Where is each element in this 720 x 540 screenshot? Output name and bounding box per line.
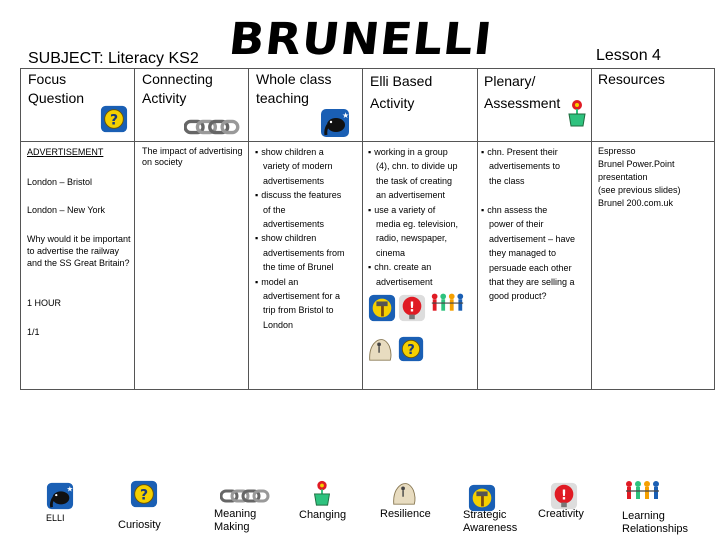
elli-line-2: the task of creating	[376, 175, 453, 186]
plenary-line-3: ▪ chn assess the	[481, 203, 593, 217]
header-whole-class-teaching: Whole class teaching	[256, 71, 332, 106]
resource-item: presentation	[598, 172, 648, 182]
lesson-number: Lesson 4	[596, 47, 661, 64]
plenary-line-4: power of their	[489, 219, 544, 230]
legend-learning-relationships: Learning Relationships	[622, 510, 689, 535]
elli-line-3: an advertisement	[376, 190, 446, 201]
plenary-line-8: that they are selling a	[489, 277, 575, 288]
chain-links-icon	[184, 118, 240, 136]
whole-class-line-0: ▪ show children a	[255, 145, 365, 159]
chain-links-icon	[220, 488, 270, 504]
focus-heading: ADVERTISEMENT	[27, 147, 104, 157]
focus-route-1: London – Bristol	[27, 177, 93, 187]
plenary-line-6: they managed to	[489, 248, 557, 259]
whole-class-line-9: ▪ model an	[255, 275, 365, 289]
elli-line-1: (4), chn. to divide up	[376, 161, 458, 172]
legend-curiosity: Curiosity	[118, 519, 161, 531]
flower-pot-icon	[562, 96, 592, 130]
elli-line-4: ▪ use a variety of	[368, 203, 478, 217]
climbing-rock-icon	[390, 478, 418, 508]
whole-class-line-11: trip from Bristol to	[263, 305, 334, 316]
plenary-line-2: the class	[489, 175, 525, 186]
elli-line-9: advertisement	[376, 276, 433, 287]
whole-class-line-3: ▪ discuss the features	[255, 188, 365, 202]
whole-class-line-7: advertisements from	[263, 247, 345, 258]
hammer-icon	[368, 294, 396, 322]
climbing-rock-icon	[366, 334, 394, 364]
resource-item: Espresso	[598, 146, 636, 156]
whole-class-line-8: the time of Brunel	[263, 262, 334, 273]
legend-creativity: Creativity	[538, 508, 584, 520]
focus-fraction: 1/1	[27, 327, 40, 337]
whole-class-line-2: advertisements	[263, 175, 325, 186]
connecting-text: The impact of advertising on society	[142, 146, 243, 167]
hammer-icon	[468, 484, 496, 512]
legend-changing: Changing	[299, 509, 347, 521]
whole-class-line-1: variety of modern	[263, 161, 333, 172]
header-plenary-assessment: Plenary/ Assessment	[484, 73, 561, 111]
elli-line-7: cinema	[376, 247, 406, 258]
header-connecting-activity: Connecting Activity	[142, 71, 213, 106]
lightbulb-icon	[550, 482, 578, 510]
plenary-line-7: persuade each other	[489, 262, 572, 273]
elli-line-8: ▪ chn. create an	[368, 260, 478, 274]
resources-list	[598, 145, 708, 210]
question-mark-icon	[130, 480, 158, 508]
legend-resilience: Resilience	[380, 508, 431, 520]
elli-line-0: ▪ working in a group	[368, 145, 478, 159]
plenary-list-1	[481, 145, 591, 188]
focus-route-2: London – New York	[27, 205, 106, 215]
people-holding-hands-icon	[622, 478, 662, 508]
people-holding-hands-icon	[428, 290, 466, 320]
legend-strategic-awareness: Strategic Awareness	[463, 509, 518, 534]
plenary-list-2	[481, 203, 593, 304]
plenary-line-5: advertisement – have	[489, 233, 576, 244]
elephant-icon	[320, 108, 350, 138]
lightbulb-icon	[398, 294, 426, 322]
resource-item: Brunel 200.com.uk	[598, 198, 674, 208]
resource-item: (see previous slides)	[598, 185, 681, 195]
resource-item: Brunel Power.Point	[598, 159, 675, 169]
whole-class-line-6: ▪ show children	[255, 231, 365, 245]
whole-class-list	[255, 145, 365, 332]
plenary-line-0: ▪ chn. Present their	[481, 145, 591, 159]
legend-meaning-making: Meaning Making	[214, 508, 257, 533]
header-resources: Resources	[598, 71, 665, 87]
focus-question-text: Why would it be important to advertise the railway and the SS Great Britain?	[27, 234, 131, 268]
flower-pot-icon	[308, 478, 336, 508]
header-elli-based-activity: Elli Based Activity	[370, 73, 433, 111]
whole-class-line-5: advertisements	[263, 219, 325, 230]
plenary-line-9: good product?	[489, 291, 547, 302]
legend-elli: ELLI	[46, 513, 65, 523]
whole-class-line-4: of the	[263, 204, 286, 215]
logo-text: BRUNELLI	[226, 14, 496, 65]
elephant-icon	[46, 482, 74, 510]
whole-class-line-12: London	[263, 319, 294, 330]
subject-title: SUBJECT: Literacy KS2	[28, 50, 199, 67]
whole-class-line-10: advertisement for a	[263, 291, 341, 302]
plenary-line-1: advertisements to	[489, 161, 561, 172]
elli-line-5: media eg. television,	[376, 219, 459, 230]
elli-activity-list	[368, 145, 478, 289]
elli-line-6: radio, newspaper,	[376, 233, 448, 244]
question-mark-icon	[398, 336, 424, 362]
focus-duration: 1 HOUR	[27, 298, 62, 308]
header-focus-question: Focus Question	[28, 71, 85, 106]
brunelli-logo	[226, 14, 508, 65]
question-mark-icon	[100, 105, 128, 133]
